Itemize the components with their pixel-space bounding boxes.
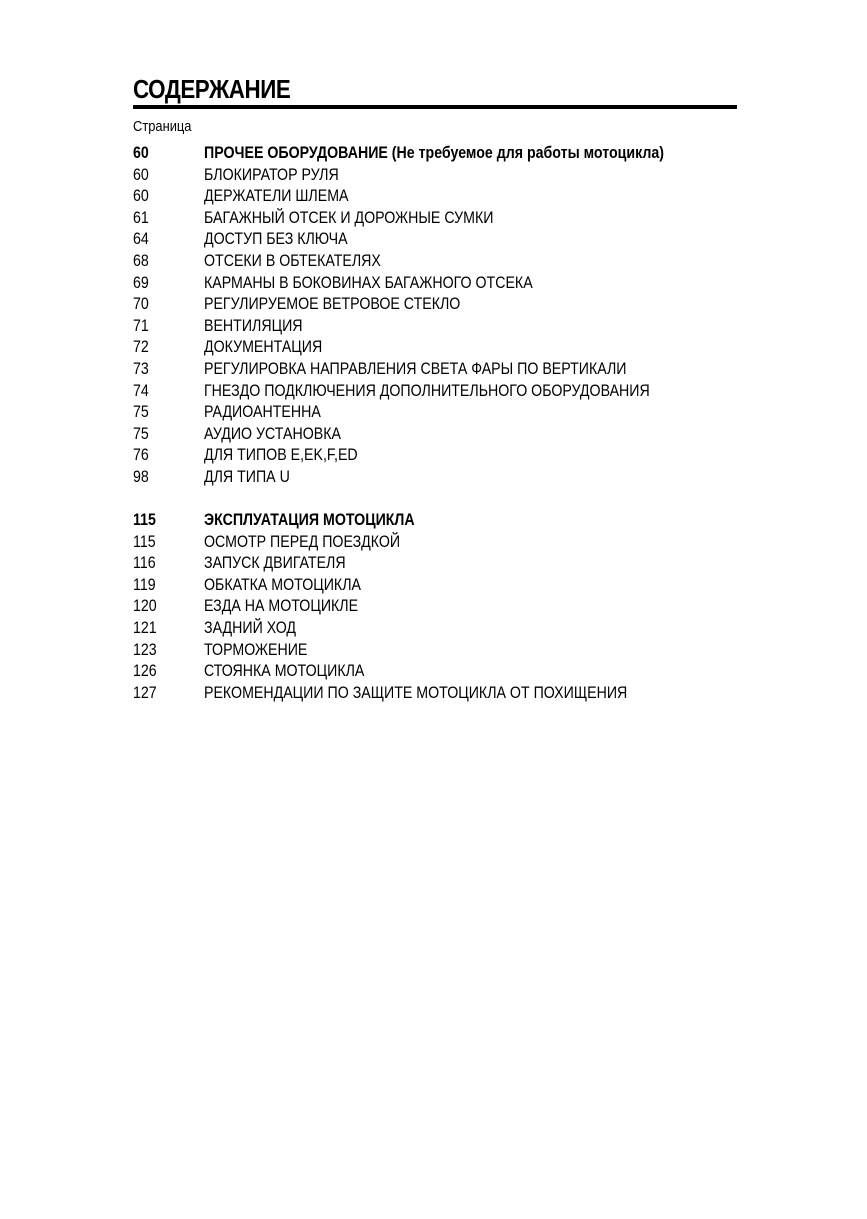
toc-page-number: 69 bbox=[133, 273, 149, 292]
toc-entry-text: РЕГУЛИРОВКА НАПРАВЛЕНИЯ СВЕТА ФАРЫ ПО ВЕРТИКАЛИ bbox=[204, 359, 627, 378]
toc-entry-text: ДОСТУП БЕЗ КЛЮЧА bbox=[204, 230, 348, 249]
toc-heading-text: ЭКСПЛУАТАЦИЯ МОТОЦИКЛА bbox=[204, 511, 415, 530]
toc-page-number: 98 bbox=[133, 467, 149, 486]
toc-entry[interactable] bbox=[133, 337, 743, 359]
toc-heading-text: ПРОЧЕЕ ОБОРУДОВАНИЕ (Не требуемое для работы мотоцикла) bbox=[204, 144, 665, 162]
toc-page-number: 120 bbox=[133, 597, 157, 616]
toc-entry-text: ЗАПУСК ДВИГАТЕЛЯ bbox=[204, 554, 346, 573]
toc-section-heading[interactable] bbox=[133, 143, 743, 165]
toc-section-heading[interactable] bbox=[133, 510, 743, 532]
toc-page-number: 119 bbox=[133, 575, 156, 594]
page-title: СОДЕРЖАНИЕ bbox=[133, 74, 291, 104]
toc-entry[interactable] bbox=[133, 575, 743, 597]
toc-entry-text: ЗАДНИЙ ХОД bbox=[204, 619, 297, 638]
toc-entry-text: КАРМАНЫ В БОКОВИНАХ БАГАЖНОГО ОТСЕКА bbox=[204, 273, 533, 292]
toc-page-number: 76 bbox=[133, 446, 149, 465]
toc-page-number: 75 bbox=[133, 403, 149, 422]
toc-entry[interactable] bbox=[133, 316, 743, 338]
toc-page-number: 121 bbox=[133, 619, 157, 638]
toc-entry-text: РЕКОМЕНДАЦИИ ПО ЗАЩИТЕ МОТОЦИКЛА ОТ ПОХИЩЕНИЯ bbox=[204, 683, 628, 702]
toc-entry[interactable] bbox=[133, 467, 743, 489]
toc-entry-text: ДЛЯ ТИПА U bbox=[204, 467, 290, 486]
toc-entry[interactable] bbox=[133, 553, 743, 575]
toc-entry-text: ВЕНТИЛЯЦИЯ bbox=[204, 316, 303, 335]
toc-entry-text: ДЛЯ ТИПОВ E,EK,F,ED bbox=[204, 446, 358, 465]
toc-entry-text: АУДИО УСТАНОВКА bbox=[204, 424, 341, 443]
toc-entry-text: ОСМОТР ПЕРЕД ПОЕЗДКОЙ bbox=[204, 532, 401, 551]
page-column-label: Страница bbox=[133, 118, 192, 135]
toc-entry[interactable] bbox=[133, 532, 743, 554]
toc-entry[interactable] bbox=[133, 186, 743, 208]
toc-entry[interactable] bbox=[133, 165, 743, 187]
toc-entry-text: БЛОКИРАТОР РУЛЯ bbox=[204, 165, 339, 184]
toc-entry-text: БАГАЖНЫЙ ОТСЕК И ДОРОЖНЫЕ СУМКИ bbox=[204, 208, 494, 227]
toc-entry[interactable] bbox=[133, 359, 743, 381]
toc-page-number: 127 bbox=[133, 683, 157, 702]
toc-entry[interactable] bbox=[133, 683, 743, 705]
toc-entry[interactable] bbox=[133, 661, 743, 683]
toc-entry[interactable] bbox=[133, 381, 743, 403]
toc-page-number: 64 bbox=[133, 230, 149, 249]
toc-entry[interactable] bbox=[133, 445, 743, 467]
toc-entry[interactable] bbox=[133, 294, 743, 316]
toc-section bbox=[133, 143, 743, 489]
toc-entry[interactable] bbox=[133, 640, 743, 662]
toc-entry-text: ДОКУМЕНТАЦИЯ bbox=[204, 338, 323, 357]
toc-entry[interactable] bbox=[133, 273, 743, 295]
toc-page-number: 115 bbox=[133, 532, 156, 551]
toc-page-number: 61 bbox=[133, 208, 149, 227]
toc-page-number: 123 bbox=[133, 640, 157, 659]
toc-entry-text: ОБКАТКА МОТОЦИКЛА bbox=[204, 575, 361, 594]
toc-page-number: 72 bbox=[133, 338, 149, 357]
toc-entry[interactable] bbox=[133, 596, 743, 618]
toc-page-number: 75 bbox=[133, 424, 149, 443]
toc-page-number: 126 bbox=[133, 662, 157, 681]
toc-page-number: 73 bbox=[133, 359, 149, 378]
toc-page-number: 115 bbox=[133, 511, 156, 530]
toc-entry-text: ЕЗДА НА МОТОЦИКЛЕ bbox=[204, 597, 359, 616]
toc-entry-text: ГНЕЗДО ПОДКЛЮЧЕНИЯ ДОПОЛНИТЕЛЬНОГО ОБОРУДОВАНИЯ bbox=[204, 381, 650, 400]
toc-page-number: 60 bbox=[133, 165, 149, 184]
toc-section bbox=[133, 510, 743, 704]
toc-entry[interactable] bbox=[133, 402, 743, 424]
toc-entry-text: ОТСЕКИ В ОБТЕКАТЕЛЯХ bbox=[204, 251, 381, 270]
toc-page-number: 71 bbox=[133, 316, 149, 335]
toc-page-number: 68 bbox=[133, 251, 149, 270]
table-of-contents bbox=[133, 143, 743, 726]
toc-entry-text: ДЕРЖАТЕЛИ ШЛЕМА bbox=[204, 187, 349, 206]
toc-entry-text: РЕГУЛИРУЕМОЕ ВЕТРОВОЕ СТЕКЛО bbox=[204, 295, 461, 314]
toc-entry-text: СТОЯНКА МОТОЦИКЛА bbox=[204, 662, 365, 681]
toc-entry[interactable] bbox=[133, 208, 743, 230]
toc-page-number: 60 bbox=[133, 144, 149, 162]
toc-page-number: 74 bbox=[133, 381, 149, 400]
toc-page-number: 60 bbox=[133, 187, 149, 206]
toc-page-number: 116 bbox=[133, 554, 156, 573]
toc-entry[interactable] bbox=[133, 424, 743, 446]
toc-page-number: 70 bbox=[133, 295, 149, 314]
toc-entry-text: ТОРМОЖЕНИЕ bbox=[204, 640, 308, 659]
toc-entry[interactable] bbox=[133, 618, 743, 640]
toc-entry[interactable] bbox=[133, 251, 743, 273]
toc-entry[interactable] bbox=[133, 229, 743, 251]
title-divider bbox=[133, 105, 737, 109]
toc-entry-text: РАДИОАНТЕННА bbox=[204, 403, 321, 422]
